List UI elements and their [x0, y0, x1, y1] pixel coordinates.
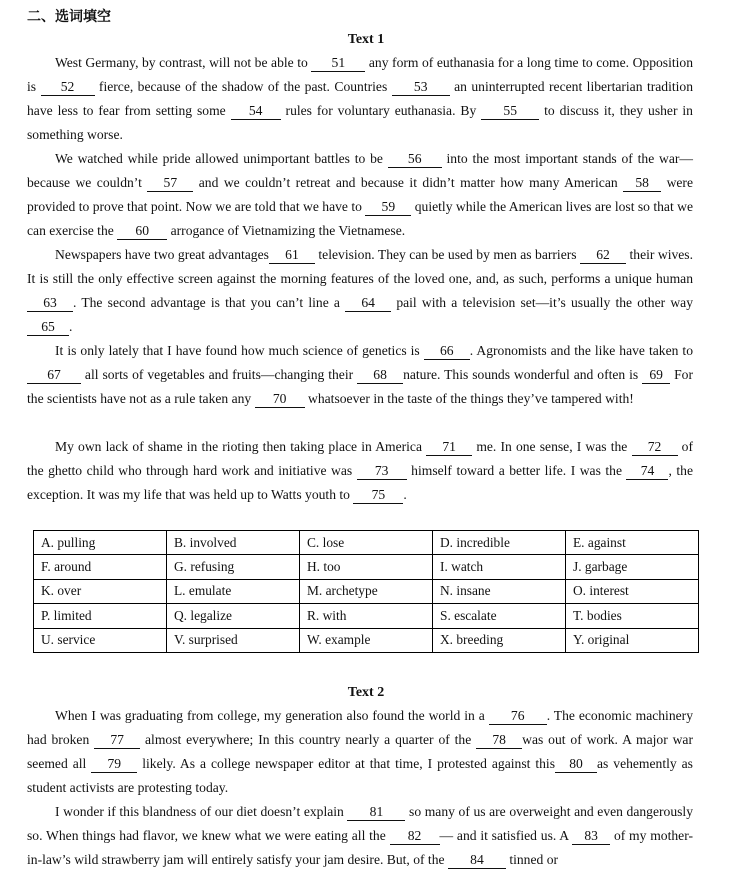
- option-cell: E. against: [566, 531, 699, 555]
- option-cell: O. interest: [566, 579, 699, 603]
- option-cell: C. lose: [300, 531, 433, 555]
- option-cell: A. pulling: [34, 531, 167, 555]
- options-row: [34, 604, 699, 628]
- blank-54[interactable]: 54: [231, 103, 281, 120]
- option-cell: K. over: [34, 579, 167, 603]
- blank-66[interactable]: 66: [424, 343, 470, 360]
- option-cell: Y. original: [566, 628, 699, 652]
- blank-83[interactable]: 83: [572, 828, 610, 845]
- blank-51[interactable]: 51: [311, 55, 365, 72]
- blank-82[interactable]: 82: [390, 828, 440, 845]
- option-cell: I. watch: [433, 555, 566, 579]
- blank-52[interactable]: 52: [41, 79, 95, 96]
- options-row: [34, 628, 699, 652]
- blank-58[interactable]: 58: [623, 175, 661, 192]
- blank-84[interactable]: 84: [448, 852, 506, 869]
- blank-71[interactable]: 71: [426, 439, 472, 456]
- section-title: 二、选词填空: [27, 9, 111, 25]
- option-cell: X. breeding: [433, 628, 566, 652]
- blank-69[interactable]: 69: [642, 367, 670, 384]
- blank-63[interactable]: 63: [27, 295, 73, 312]
- blank-77[interactable]: 77: [94, 732, 140, 749]
- option-cell: Q. legalize: [167, 604, 300, 628]
- text1-paragraph-5: My own lack of shame in the rioting then taking place in America 71 me. In one sense, I was the 72 of the ghetto child who through hard work and initiative was 73 himself toward a better life. I was the 74 , the exception. It was my life that was held up to Watts youth to 75 .: [27, 439, 693, 503]
- option-cell: M. archetype: [300, 579, 433, 603]
- options-table: [33, 530, 699, 653]
- options-row: [34, 555, 699, 579]
- blank-56[interactable]: 56: [388, 151, 442, 168]
- options-row: [34, 579, 699, 603]
- option-cell: V. surprised: [167, 628, 300, 652]
- blank-64[interactable]: 64: [345, 295, 391, 312]
- blank-61[interactable]: 61: [269, 247, 315, 264]
- option-cell: J. garbage: [566, 555, 699, 579]
- blank-78[interactable]: 78: [476, 732, 522, 749]
- blank-65[interactable]: 65: [27, 319, 69, 336]
- blank-76[interactable]: 76: [489, 708, 547, 725]
- option-cell: R. with: [300, 604, 433, 628]
- option-cell: F. around: [34, 555, 167, 579]
- option-cell: G. refusing: [167, 555, 300, 579]
- blank-79[interactable]: 79: [91, 756, 137, 773]
- blank-74[interactable]: 74: [626, 463, 668, 480]
- option-cell: B. involved: [167, 531, 300, 555]
- blank-70[interactable]: 70: [255, 391, 305, 408]
- blank-67[interactable]: 67: [27, 367, 81, 384]
- blank-60[interactable]: 60: [117, 223, 167, 240]
- text2-title: Text 2: [347, 685, 385, 700]
- text1-paragraph-4: It is only lately that I have found how much science of genetics is 66 . Agronomists and the like have taken to 67 all sorts of vegetables and fruits—changing their 68 nature. This sounds wonderful and often is 69 For the scientists have not as a rule taken any 70 whatsoever in the taste of the things they’ve tampered with!: [27, 343, 693, 407]
- text2-paragraph-2: I wonder if this blandness of our diet doesn’t explain 81 so many of us are overweight and even dangerously so. When things had flavor, we knew what we were eating all the 82 — and it satisfied us. A 83 of my mother-in-law’s wild strawberry jam will entirely satisfy your jam desire. But, of the 84 tinned or: [27, 804, 693, 868]
- blank-81[interactable]: 81: [347, 804, 405, 821]
- blank-59[interactable]: 59: [365, 199, 411, 216]
- text1-paragraph-2: We watched while pride allowed unimportant battles to be 56 into the most important stands of the war—because we couldn’t 57 and we couldn’t retreat and because it didn’t matter how many American 58 were provided to prove that point. Now we are told that we have to 59 quietly while the American lives are lost so that we can exercise the 60 arrogance of Vietnamizing the Vietnamese.: [27, 151, 694, 239]
- blank-75[interactable]: 75: [353, 487, 403, 504]
- blank-73[interactable]: 73: [357, 463, 407, 480]
- option-cell: N. insane: [433, 579, 566, 603]
- blank-80[interactable]: 80: [555, 756, 597, 773]
- text1-title: Text 1: [347, 32, 385, 47]
- text1-paragraph-1: West Germany, by contrast, will not be able to 51 any form of euthanasia for a long time to come. Opposition is 52 fierce, because of the shadow of the past. Countries 53 an uninterrupted recent libertarian tradition have less to fear from setting some 54 rules for voluntary euthanasia. By 55 to discuss it, they usher in something worse.: [27, 55, 694, 143]
- blank-68[interactable]: 68: [357, 367, 403, 384]
- blank-55[interactable]: 55: [481, 103, 539, 120]
- blank-53[interactable]: 53: [392, 79, 450, 96]
- option-cell: L. emulate: [167, 579, 300, 603]
- option-cell: P. limited: [34, 604, 167, 628]
- option-cell: T. bodies: [566, 604, 699, 628]
- option-cell: U. service: [34, 628, 167, 652]
- option-cell: H. too: [300, 555, 433, 579]
- option-cell: D. incredible: [433, 531, 566, 555]
- text2-paragraph-1: When I was graduating from college, my generation also found the world in a 76 . The economic machinery had broken 77 almost everywhere; In this country nearly a quarter of the 78 was out of work. A major war seemed all 79 likely. As a college newspaper editor at that time, I protested against this 80 as vehemently as student activists are protesting today.: [27, 708, 693, 796]
- blank-57[interactable]: 57: [147, 175, 193, 192]
- options-row: [34, 531, 699, 555]
- option-cell: S. escalate: [433, 604, 566, 628]
- blank-62[interactable]: 62: [580, 247, 626, 264]
- option-cell: W. example: [300, 628, 433, 652]
- text1-paragraph-3: Newspapers have two great advantages 61 television. They can be used by men as barriers 62 their wives. It is still the only effective screen against the morning features of the loved one, and, as such, performs a unique human 63 . The second advantage is that you can’t line a 64 pail with a television set—it’s usually the other way 65 .: [27, 247, 693, 335]
- blank-72[interactable]: 72: [632, 439, 678, 456]
